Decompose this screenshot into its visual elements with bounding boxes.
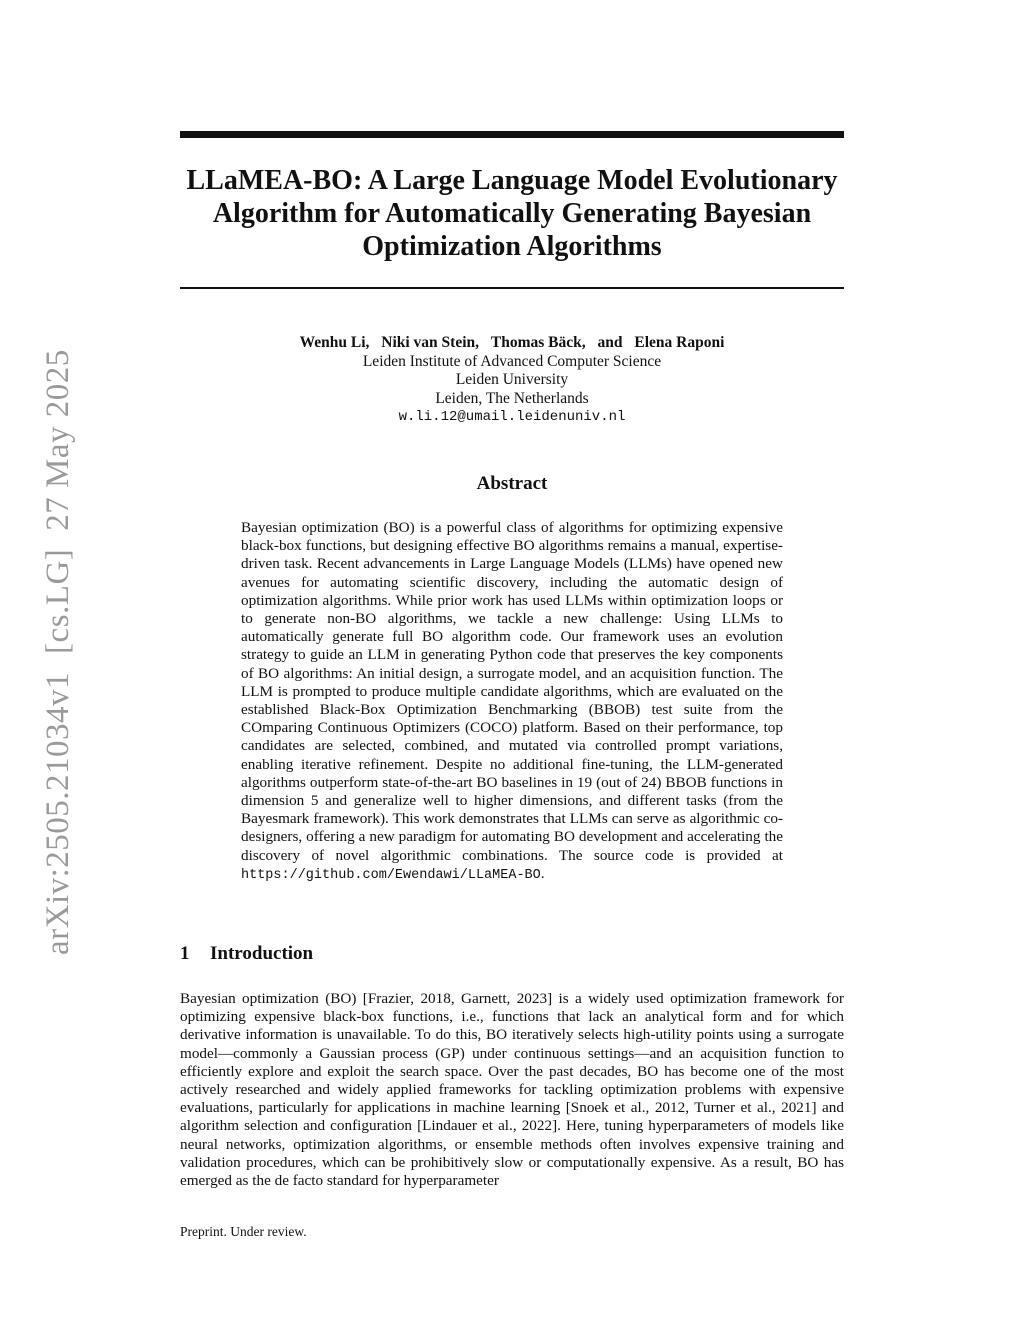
arxiv-id: arXiv:2505.21034v1 [40,671,76,955]
affiliation-line: Leiden Institute of Advanced Computer Science [362,352,662,370]
author-email[interactable]: w.li.12@umail.leidenuniv.nl [398,409,626,425]
section-heading-introduction [180,943,844,965]
introduction-body: Bayesian optimization (BO) [Frazier, 2018, Garnett, 2023] is a widely used optimization framework for optimizing expensive black-box functions, i.e., functions that lack an analytical form and for which derivative information is unavailable. To do this, BO iteratively selects high-utility points using a surrogate model—commonly a Gaussian process (GP) under continuous settings—and an acquisition function to efficiently explore and exploit the search space. Over the past decades, BO has become one of the most actively researched and widely applied frameworks for tackling optimization problems with expensive evaluations, particularly for applications in machine learning [Snoek et al., 2012, Turner et al., 2021] and algorithm selection and configuration [Lindauer et al., 2022]. Here, tuning hyperparameters of models like neural networks, optimization algorithms, or ensemble methods often involves expensive training and validation procedures, which can be prohibitively slow or computationally expensive. As a result, BO has emerged as the de facto standard for hyperparameter [180,990,844,1190]
page-footer: Preprint. Under review. [180,1224,307,1239]
arxiv-category: [cs.LG] [40,548,76,654]
arxiv-date: 27 May 2025 [40,349,76,531]
title-top-rule [180,131,844,138]
section-number: 1 [180,943,190,964]
author-name: Wenhu Li, [299,334,370,351]
author-list [180,334,844,353]
section-title: Introduction [210,943,314,964]
abstract-text: Bayesian optimization (BO) is a powerful class of algorithms for optimizing expensive black-box functions, but designing effective BO algorithms remains a manual, expertise-driven task. Recent advancements in Large Language Models (LLMs) have opened new avenues for automating scientific discovery, including the automatic design of optimization algorithms. While prior work has used LLMs within optimization loops or to generate non-BO algorithms, we tackle a new challenge: Using LLMs to automatically generate full BO algorithm code. Our framework uses an evolution strategy to guide an LLM in generating Python code that preserves the key components of BO algorithms: An initial design, a surrogate model, and an acquisition function. The LLM is prompted to produce multiple candidate algorithms, which are evaluated on the established Black-Box Optimization Benchmarking (BBOB) test suite from the COmparing Continuous Optimizers (COCO) platform. Based on their performance, top candidates are selected, combined, and mutated via controlled prompt variations, enabling iterative refinement. Despite no additional fine-tuning, the LLM-generated algorithms outperform state-of-the-art BO baselines in 19 (out of 24) BBOB functions in dimension 5 and generalize well to higher dimensions, and different tasks (from the Bayesmark framework). This work demonstrates that LLMs can serve as algorithmic co-designers, offering a new paradigm for automating BO development and accelerating the discovery of novel algorithmic combinations. The source code is provided at [241,519,783,864]
paper-title: LLaMEA-BO: A Large Language Model Evolutionary Algorithm for Automatically Generating Bayesian Optimization Algorithms [186,165,838,262]
affiliation-line: Leiden, The Netherlands [435,389,589,407]
title-bottom-rule [180,287,844,289]
author-block [180,334,844,427]
abstract-end: . [540,864,545,882]
abstract-body [241,519,783,885]
affiliation-line: Leiden University [455,371,569,388]
author-name: Thomas Bäck, [490,334,586,351]
author-conjunction: and [597,334,623,351]
author-name: Elena Raponi [634,334,725,351]
source-code-link[interactable]: https://github.com/Ewendawi/LLaMEA-BO [241,867,541,883]
arxiv-identifier-stamp [40,331,77,955]
author-name: Niki van Stein, [381,334,480,351]
abstract-heading: Abstract [476,473,548,494]
